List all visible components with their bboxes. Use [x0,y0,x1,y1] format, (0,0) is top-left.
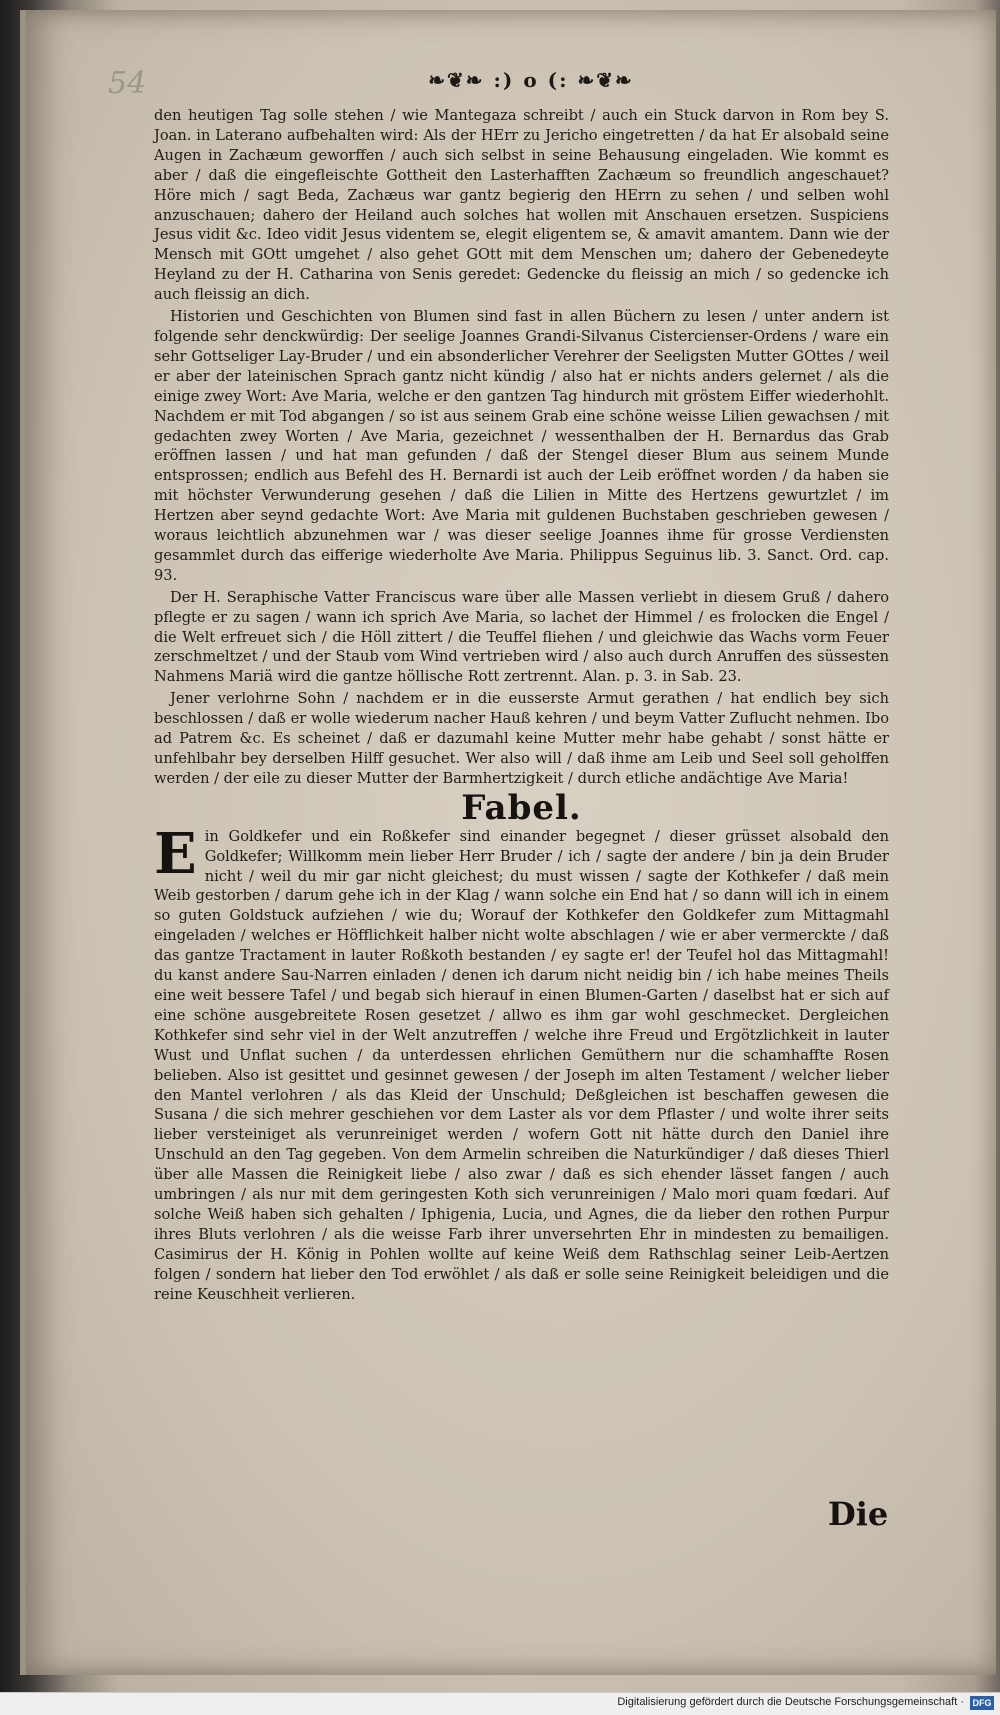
fable-text: in Goldkefer und ein Roßkefer sind einander begegnet / dieser grüsset alsobald den Goldkefer; Willkomm mein lieber Herr Bruder / ich / sagte der andere / bin ja dein Bruder nicht / weil du mir gar nicht gleichest; du must wissen / sagte der Kothkefer / daß mein Weib gestorben / darum gehe ich in der Klag / wann solche ein End hat / so dann will ich in einem so guten Goldstuck aufziehen / wie du; Worauf der Kothkefer den Goldkefer zum Mittagmahl eingeladen / welches er Höfflichkeit halber nicht wolte abschlagen / wie er aber vermerckte / daß das gantze Tractament in lauter Roßkoth bestanden / ey sagte er! der Teufel hol das Mittagmahl! du kanst andere Sau-Narren einladen / denen ich darum nicht neidig bin / ich habe meines Theils eine weit bessere Tafel / und begab sich hierauf in einen Blumen-Garten / daselbst hat er sich auf eine schöne ausgebreitete Rosen gesetzet / allwo es ihm gar wohl geschmecket. Dergleichen Kothkefer sind sehr viel in der Welt anzutreffen / welche ihre Freud und Ergötzlichkeit in lauter Wust und Unflat suchen / da unterdessen ehrlichen Gemüthern nur die schamhaffte Rosen belieben. Also ist gesittet und gesinnet gewesen / der Joseph im alten Testament / welcher lieber den Mantel verlohren / als das Kleid der Unschuld; Deßgleichen ist beschaffen gewesen die Susana / die sich mehrer geschiehen vor dem Laster als vor dem Pflaster / und wolte ihrer seits lieber versteiniget als verunreiniget werden / wofern Gott nit hätte durch den Daniel ihre Unschuld an den Tag gegeben. Von dem Armelin schreiben die Naturkündiger / daß dieses Thierl über alle Massen die Reinigkeit liebe / also zwar / daß es sich ehender lässet fangen / auch umbringen / als nur mit dem geringesten Koth sich verunreinigen / Malo mori quam fœdari. Auf solche Weiß haben sich gehalten / Iphigenia, Lucia, und Agnes, die da lieber den rothen Purpur ihres Bluts verlohren / als die weisse Farb ihrer unversehrten Ehr in mindesten zu bemailigen. Casimirus der H. König in Pohlen wollte auf keine Weiß dem Rathschlag seiner Leib-Aertzen folgen / sondern hat lieber den Tod erwöhlet / als daß er solle seine Reinigkeit beleidigen und die reine Keuschheit verlieren. [154,827,889,1303]
digitization-credit: Digitalisierung gefördert durch die Deutsche Forschungsgemeinschaft · [617,1696,964,1708]
paragraph-1: den heutigen Tag solle stehen / wie Mantegaza schreibt / auch ein Stuck darvon in Rom bey S. Joan. in Laterano aufbehalten wird: Als der HErr zu Jericho eingetretten / da hat Er alsobald seine Augen in Zachæum geworffen / auch sich selbst in seine Behausung eingeladen. Wie kommt es aber / daß die eingefleischte Gottheit den Lasterhafften Zachæum so freundlich angeschauet? Höre mich / sagt Beda, Zachæus war gantz begierig den HErrn zu sehen / und selben wohl anzuschauen; dahero der Heiland auch solches hat wollen mit Anschauen ersetzen. Suspiciens Jesus vidit &c. Ideo vidit Jesus videntem se, elegit eligentem se, & amavit amantem. Dann wie der Mensch mit GOtt umgehet / also gehet GOtt mit dem Menschen um; dahero der Gebenedeyte Heyland zu der H. Catharina von Senis geredet: Gedencke du fleissig an mich / so gedencke ich auch fleissig an dich. [154,107,889,304]
footer-bar [0,1692,1000,1715]
running-head-ornament: ❧❦❧ :) o (: ❧❦❧ [428,68,634,92]
paragraph-4: Jener verlohrne Sohn / nachdem er in die eusserste Armut gerathen / hat endlich bey sich beschlossen / daß er wolle wiederum nacher Hauß kehren / und beym Vatter Zuflucht nehmen. Ibo ad Patrem &c. Es scheinet / daß er dazumahl keine Mutter mehr habe gehabt / sonst hätte er unfehlbahr bey derselben Hilff gesuchet. Wer also will / daß ihme am Leib und Seel soll geholffen werden / der eile zu dieser Mutter der Barmhertzigkeit / durch etliche andächtige Ave Maria! [154,690,889,787]
pencil-page-mark: 54 [108,66,147,101]
fable-heading: Fabel. [461,787,582,828]
paragraph-2: Historien und Geschichten von Blumen sind fast in allen Büchern zu lesen / unter andern ist folgende sehr denckwürdig: Der seelige Joannes Grandi-Silvanus Cistercienser-Ordens / ware ein sehr Gottseliger Lay-Bruder / und ein absonderlicher Verehrer der Seeligsten Mutter GOttes / weil er aber der lateinischen Sprach gantz nicht kündig / also hat er nichts anders gelernet / als die einige zwey Wort: Ave Maria, welche er den gantzen Tag hindurch mit gröstem Eiffer wiederhohlt. Nachdem er mit Tod abgangen / so ist aus seinem Grab eine schöne weisse Lilien gewachsen / mit gedachten zwey Worten / Ave Maria, gezeichnet / wessenthalben der H. Bernardus das Grab eröffnen lassen / und hat man gefunden / daß der Stengel dieser Blum aus seinem Munde entsprossen; endlich aus Befehl des H. Bernardi ist auch der Leib eröffnet worden / da haben sie mit höchster Verwunderung gesehen / daß die Lilien in Mitte des Hertzens gewurtzlet / im Hertzen aber seynd gedachte Wort: Ave Maria mit guldenen Buchstaben geschrieben gewesen / woraus leichtlich abzunehmen war / was dieser seelige Joannes ihme für grosse Verdiensten gesammlet durch das eifferige wiederholte Ave Maria. Philippus Seguinus lib. 3. Sanct. Ord. cap. 93. [154,308,889,584]
book-page [20,10,996,1675]
fable-paragraph [154,820,889,1305]
dfg-logo-icon: DFG [970,1696,994,1710]
drop-cap-initial: E [154,820,197,887]
main-text-block [154,106,889,1306]
catchword: Die [828,1495,889,1533]
paragraph-3: Der H. Seraphische Vatter Franciscus ware über alle Massen verliebt in diesem Gruß / dahero pflegte er zu sagen / wann ich sprich Ave Maria, so lachet der Himmel / es frolocken die Engel / die Welt erfreuet sich / die Höll zittert / die Teuffel fliehen / und gleichwie das Wachs vorm Feuer zerschmeltzet / und der Staub vom Wind vertrieben wird / also auch durch Anruffen des süssesten Nahmens Mariä wird die gantze höllische Rott zertrennt. Alan. p. 3. in Sab. 23. [154,588,889,686]
